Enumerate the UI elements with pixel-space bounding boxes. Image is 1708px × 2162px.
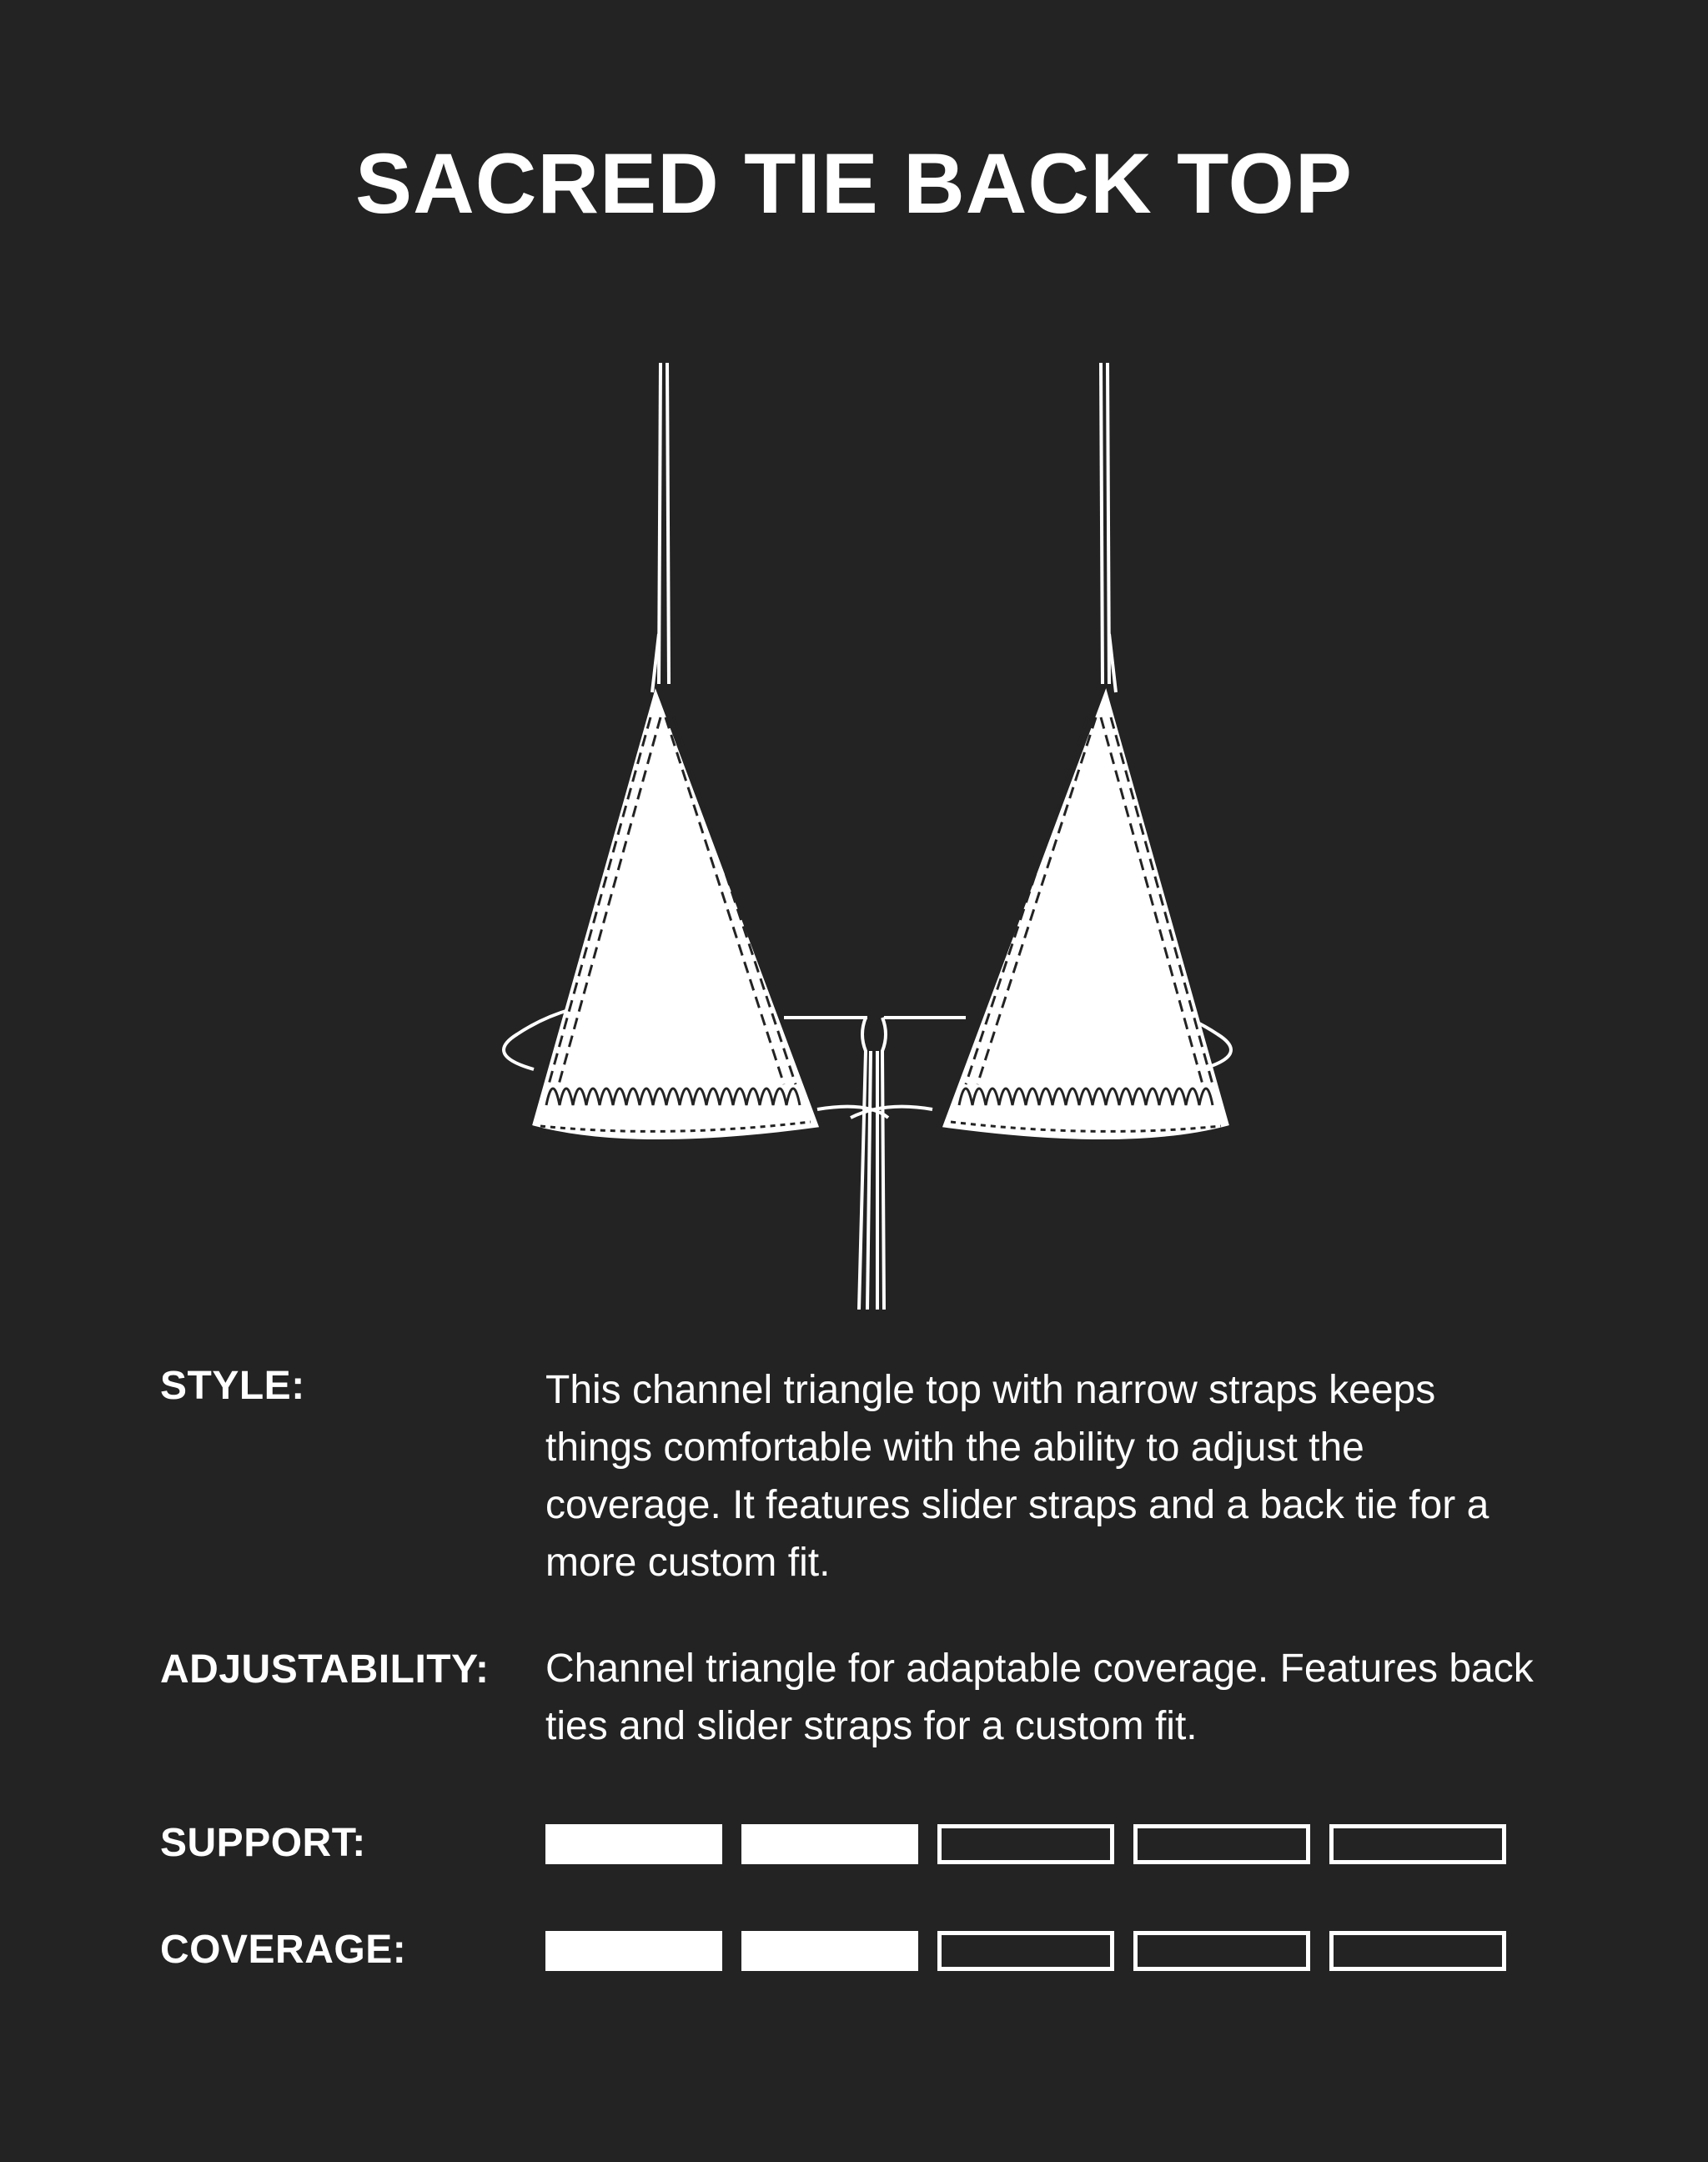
triangle-bikini-top-icon <box>467 350 1268 1318</box>
style-description: This channel triangle top with narrow straps keeps things comfortable with the ability to adjust the coverage. It features slider straps and a back tie for a more custom fit. <box>545 1368 1489 1585</box>
coverage-label: COVERAGE: <box>160 1928 407 1972</box>
support-rating <box>545 1824 1506 1864</box>
coverage-rating-segment-filled <box>545 1931 722 1971</box>
support-label: SUPPORT: <box>160 1821 366 1865</box>
support-rating-segment-empty <box>1329 1824 1506 1864</box>
style-label: STYLE: <box>160 1364 305 1408</box>
coverage-rating-segment-empty <box>937 1931 1114 1971</box>
coverage-rating-segment-filled <box>741 1931 918 1971</box>
support-rating-segment-empty <box>937 1824 1114 1864</box>
adjustability-label: ADJUSTABILITY: <box>160 1647 490 1692</box>
coverage-rating-segment-empty <box>1329 1931 1506 1971</box>
support-rating-segment-filled <box>545 1824 722 1864</box>
product-title: SACRED TIE BACK TOP <box>355 136 1353 231</box>
support-rating-segment-filled <box>741 1824 918 1864</box>
support-rating-segment-empty <box>1133 1824 1310 1864</box>
coverage-rating-segment-empty <box>1133 1931 1310 1971</box>
adjustability-description: Channel triangle for adaptable coverage. Features back ties and slider straps for a custom fit. <box>545 1647 1534 1748</box>
coverage-rating <box>545 1931 1506 1971</box>
